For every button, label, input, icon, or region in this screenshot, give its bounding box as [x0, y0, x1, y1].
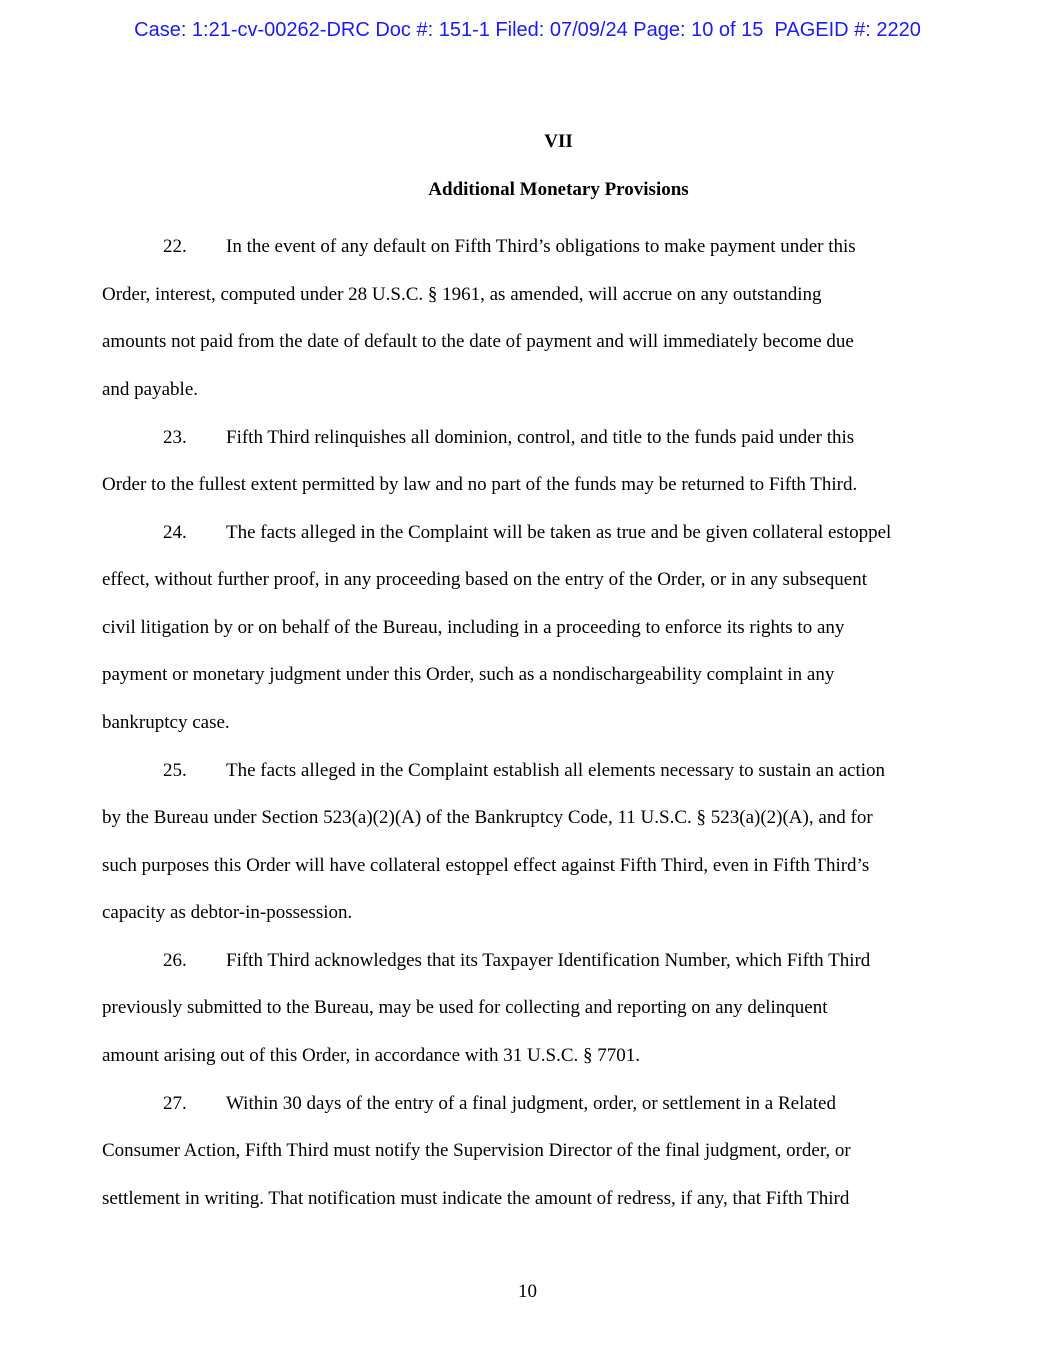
- paragraph-line: Fifth Third acknowledges that its Taxpayer Identification Number, which Fifth Third: [226, 950, 871, 971]
- paragraph-line: civil litigation by or on behalf of the Bureau, including in a proceeding to enforce its rights to any: [102, 617, 845, 638]
- paragraph-number: 24.: [163, 522, 187, 543]
- paragraph-line: settlement in writing. That notification must indicate the amount of redress, if any, that Fifth Third: [102, 1188, 850, 1209]
- paragraph-line: The facts alleged in the Complaint establish all elements necessary to sustain an action: [226, 760, 885, 781]
- paragraph-line: amounts not paid from the date of default to the date of payment and will immediately become due: [102, 331, 854, 352]
- paragraph-line: bankruptcy case.: [102, 712, 230, 733]
- paragraph-line: effect, without further proof, in any proceeding based on the entry of the Order, or in any subsequent: [102, 569, 867, 590]
- paragraph-line: In the event of any default on Fifth Third’s obligations to make payment under this: [226, 236, 856, 257]
- paragraph-line: amount arising out of this Order, in accordance with 31 U.S.C. § 7701.: [102, 1045, 641, 1066]
- paragraph-line: such purposes this Order will have collateral estoppel effect against Fifth Third, even in Fifth Third’s: [102, 855, 870, 876]
- paragraph-number: 22.: [163, 236, 187, 257]
- paragraph-line: previously submitted to the Bureau, may be used for collecting and reporting on any delinquent: [102, 997, 828, 1018]
- paragraph-line: Order, interest, computed under 28 U.S.C. § 1961, as amended, will accrue on any outstanding: [102, 284, 822, 305]
- paragraph-number: 23.: [163, 427, 187, 448]
- paragraph-line: The facts alleged in the Complaint will be taken as true and be given collateral estoppel: [226, 522, 892, 543]
- paragraph-line: and payable.: [102, 379, 199, 400]
- section-number: VII: [544, 131, 573, 152]
- paragraph-line: capacity as debtor-in-possession.: [102, 902, 353, 923]
- paragraph-number: 27.: [163, 1093, 187, 1114]
- paragraph-line: Fifth Third relinquishes all dominion, control, and title to the funds paid under this: [226, 427, 855, 448]
- section-title: Additional Monetary Provisions: [428, 179, 689, 200]
- paragraph-line: Consumer Action, Fifth Third must notify the Supervision Director of the final judgment, order, or: [102, 1140, 851, 1161]
- paragraph-line: Within 30 days of the entry of a final judgment, order, or settlement in a Related: [226, 1093, 836, 1114]
- paragraph-line: by the Bureau under Section 523(a)(2)(A) of the Bankruptcy Code, 11 U.S.C. § 523(a)(2)(A), and for: [102, 807, 873, 828]
- paragraph-line: payment or monetary judgment under this Order, such as a nondischargeability complaint in any: [102, 664, 835, 685]
- paragraph-number: 25.: [163, 760, 187, 781]
- paragraph-line: Order to the fullest extent permitted by law and no part of the funds may be returned to Fifth Third.: [102, 474, 858, 495]
- page-number: 10: [518, 1281, 537, 1302]
- paragraph-number: 26.: [163, 950, 187, 971]
- case-header-stamp: Case: 1:21-cv-00262-DRC Doc #: 151-1 Filed: 07/09/24 Page: 10 of 15 PAGEID #: 2220: [134, 19, 921, 41]
